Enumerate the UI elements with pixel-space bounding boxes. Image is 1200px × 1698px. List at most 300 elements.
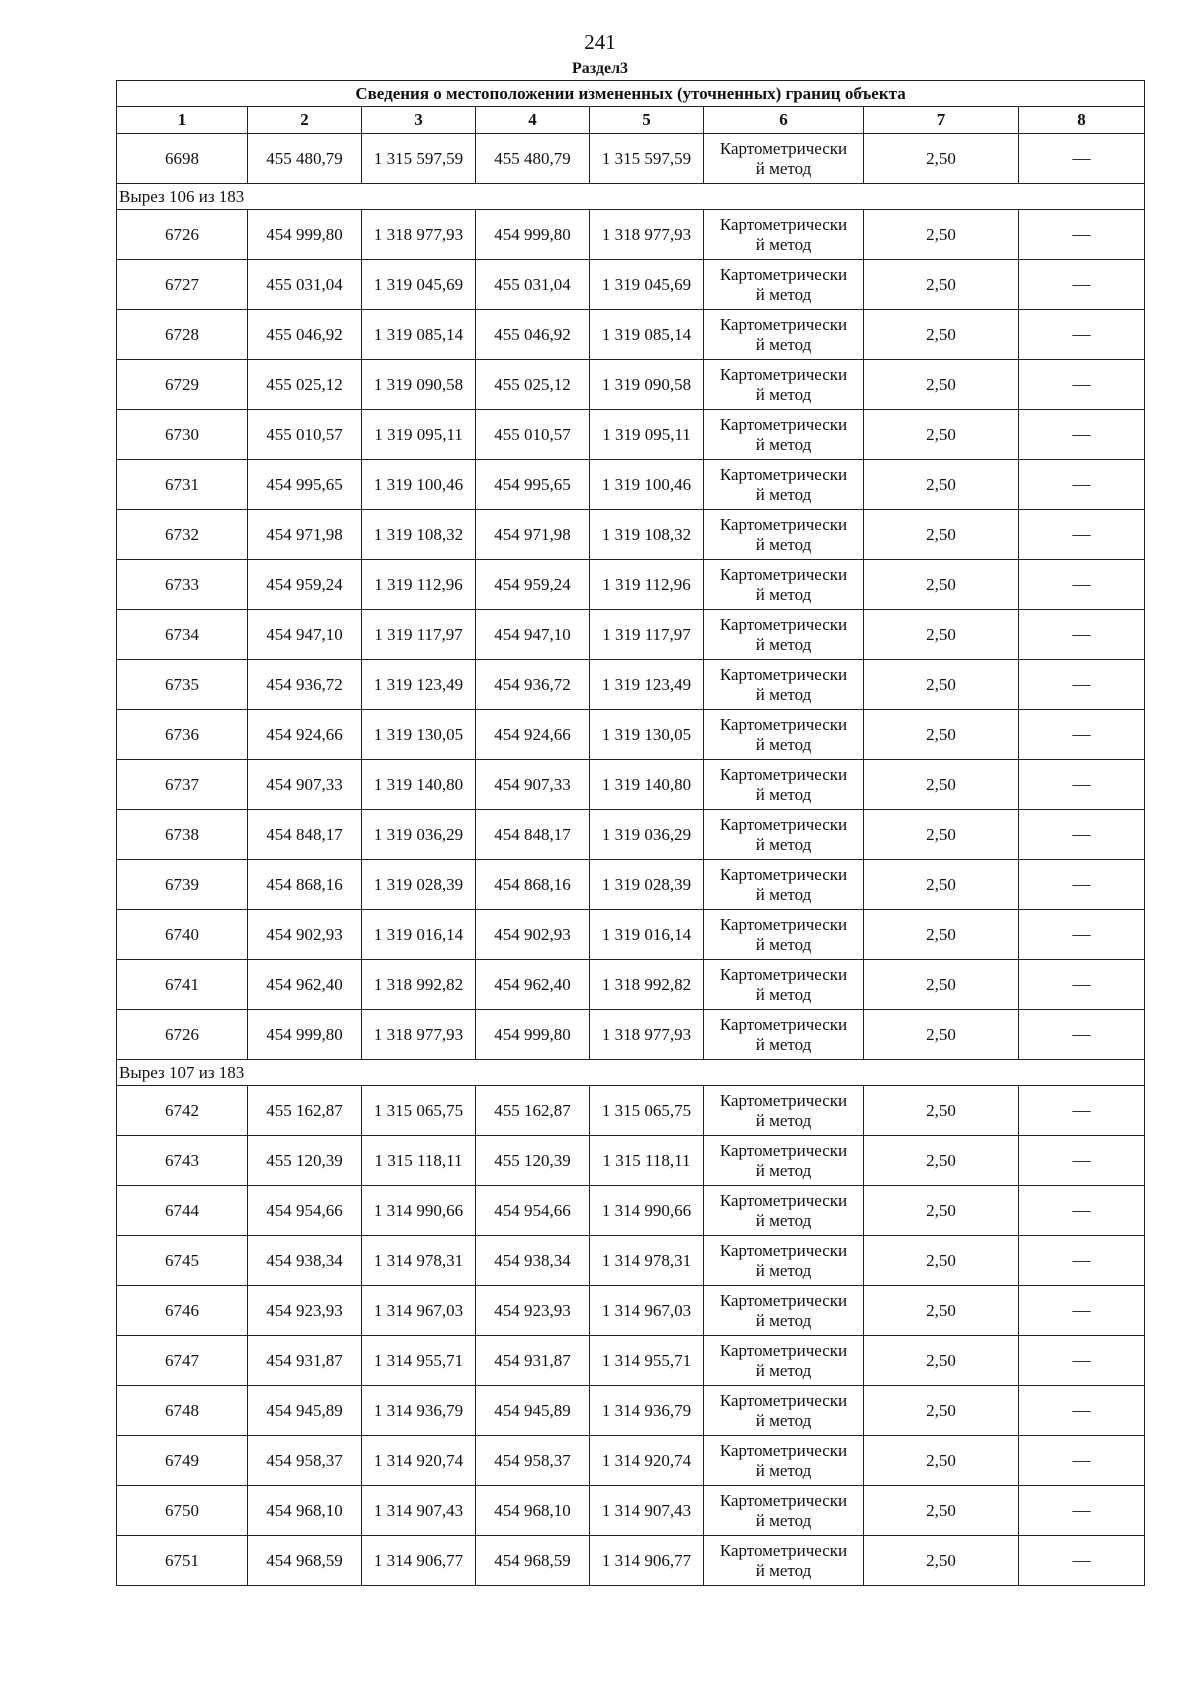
- column-header: 4: [476, 107, 590, 134]
- x-coordinate-cell: 454 923,93: [248, 1286, 362, 1336]
- method-line: й метод: [755, 834, 812, 854]
- precision-cell: 2,50: [864, 1286, 1019, 1336]
- table-row: [117, 910, 1145, 960]
- method-line: й метод: [755, 434, 812, 454]
- note-cell: —: [1019, 1436, 1145, 1486]
- x-coordinate-cell: 454 995,65: [476, 460, 590, 510]
- y-coordinate-cell: 1 315 065,75: [362, 1086, 476, 1136]
- method-line: й метод: [755, 1310, 812, 1330]
- table-row: [117, 510, 1145, 560]
- note-cell: —: [1019, 810, 1145, 860]
- table-caption: Сведения о местоположении измененных (уточненных) границ объекта: [117, 81, 1145, 107]
- precision-cell: 2,50: [864, 960, 1019, 1010]
- table-row: [117, 1186, 1145, 1236]
- y-coordinate-cell: 1 319 016,14: [362, 910, 476, 960]
- method-cell: [704, 1136, 864, 1186]
- method-cell: [704, 860, 864, 910]
- point-number-cell: 6727: [117, 260, 248, 310]
- method-line: й метод: [755, 1160, 812, 1180]
- method-cell: [704, 134, 864, 184]
- precision-cell: 2,50: [864, 610, 1019, 660]
- precision-cell: 2,50: [864, 210, 1019, 260]
- x-coordinate-cell: 455 120,39: [248, 1136, 362, 1186]
- method-cell: [704, 260, 864, 310]
- y-coordinate-cell: 1 315 597,59: [590, 134, 704, 184]
- x-coordinate-cell: 454 936,72: [248, 660, 362, 710]
- x-coordinate-cell: 454 924,66: [248, 710, 362, 760]
- method-line: Картометрически: [719, 614, 848, 634]
- x-coordinate-cell: 454 999,80: [248, 210, 362, 260]
- y-coordinate-cell: 1 319 085,14: [590, 310, 704, 360]
- point-number-cell: 6741: [117, 960, 248, 1010]
- y-coordinate-cell: 1 314 978,31: [362, 1236, 476, 1286]
- method-line: й метод: [755, 634, 812, 654]
- x-coordinate-cell: 454 968,59: [248, 1536, 362, 1586]
- precision-cell: 2,50: [864, 1136, 1019, 1186]
- x-coordinate-cell: 455 162,87: [248, 1086, 362, 1136]
- method-line: й метод: [755, 1460, 812, 1480]
- x-coordinate-cell: 454 958,37: [476, 1436, 590, 1486]
- x-coordinate-cell: 454 999,80: [248, 1010, 362, 1060]
- table-row: [117, 360, 1145, 410]
- y-coordinate-cell: 1 315 065,75: [590, 1086, 704, 1136]
- y-coordinate-cell: 1 314 906,77: [362, 1536, 476, 1586]
- y-coordinate-cell: 1 314 907,43: [362, 1486, 476, 1536]
- y-coordinate-cell: 1 319 100,46: [590, 460, 704, 510]
- precision-cell: 2,50: [864, 1486, 1019, 1536]
- x-coordinate-cell: 454 971,98: [248, 510, 362, 560]
- y-coordinate-cell: 1 319 140,80: [362, 760, 476, 810]
- method-line: й метод: [755, 284, 812, 304]
- table-row: [117, 810, 1145, 860]
- method-line: Картометрически: [719, 714, 848, 734]
- table-row: [117, 410, 1145, 460]
- precision-cell: 2,50: [864, 560, 1019, 610]
- x-coordinate-cell: 455 031,04: [476, 260, 590, 310]
- method-line: й метод: [755, 484, 812, 504]
- method-line: Картометрически: [719, 764, 848, 784]
- y-coordinate-cell: 1 319 095,11: [362, 410, 476, 460]
- boundary-coordinates-table: [116, 80, 1145, 1586]
- table-row: [117, 460, 1145, 510]
- y-coordinate-cell: 1 314 990,66: [590, 1186, 704, 1236]
- method-cell: [704, 710, 864, 760]
- method-line: Картометрически: [719, 864, 848, 884]
- method-cell: [704, 1186, 864, 1236]
- method-line: Картометрически: [719, 664, 848, 684]
- method-cell: [704, 810, 864, 860]
- method-line: Картометрически: [719, 1290, 848, 1310]
- method-line: Картометрически: [719, 564, 848, 584]
- y-coordinate-cell: 1 319 140,80: [590, 760, 704, 810]
- precision-cell: 2,50: [864, 1536, 1019, 1586]
- method-line: Картометрически: [719, 1140, 848, 1160]
- precision-cell: 2,50: [864, 910, 1019, 960]
- y-coordinate-cell: 1 318 977,93: [590, 1010, 704, 1060]
- y-coordinate-cell: 1 318 992,82: [362, 960, 476, 1010]
- y-coordinate-cell: 1 318 992,82: [590, 960, 704, 1010]
- method-line: Картометрически: [719, 1090, 848, 1110]
- method-line: й метод: [755, 1110, 812, 1130]
- x-coordinate-cell: 454 947,10: [248, 610, 362, 660]
- column-header: 2: [248, 107, 362, 134]
- method-line: й метод: [755, 534, 812, 554]
- cutout-section-row: [117, 184, 1145, 210]
- x-coordinate-cell: 455 025,12: [476, 360, 590, 410]
- method-line: Картометрически: [719, 1440, 848, 1460]
- method-cell: [704, 1236, 864, 1286]
- y-coordinate-cell: 1 314 978,31: [590, 1236, 704, 1286]
- method-cell: [704, 1536, 864, 1586]
- x-coordinate-cell: 454 999,80: [476, 210, 590, 260]
- point-number-cell: 6728: [117, 310, 248, 360]
- y-coordinate-cell: 1 314 907,43: [590, 1486, 704, 1536]
- y-coordinate-cell: 1 319 123,49: [590, 660, 704, 710]
- column-header: 5: [590, 107, 704, 134]
- table-row: [117, 310, 1145, 360]
- note-cell: —: [1019, 1086, 1145, 1136]
- note-cell: —: [1019, 760, 1145, 810]
- x-coordinate-cell: 455 480,79: [476, 134, 590, 184]
- precision-cell: 2,50: [864, 410, 1019, 460]
- method-line: й метод: [755, 1510, 812, 1530]
- y-coordinate-cell: 1 319 036,29: [362, 810, 476, 860]
- y-coordinate-cell: 1 314 955,71: [590, 1336, 704, 1386]
- method-line: Картометрически: [719, 264, 848, 284]
- note-cell: —: [1019, 310, 1145, 360]
- precision-cell: 2,50: [864, 660, 1019, 710]
- x-coordinate-cell: 454 958,37: [248, 1436, 362, 1486]
- method-cell: [704, 360, 864, 410]
- precision-cell: 2,50: [864, 310, 1019, 360]
- method-cell: [704, 510, 864, 560]
- method-cell: [704, 310, 864, 360]
- method-line: й метод: [755, 1034, 812, 1054]
- note-cell: —: [1019, 660, 1145, 710]
- x-coordinate-cell: 454 954,66: [248, 1186, 362, 1236]
- table-row: [117, 660, 1145, 710]
- y-coordinate-cell: 1 315 118,11: [362, 1136, 476, 1186]
- note-cell: —: [1019, 1236, 1145, 1286]
- precision-cell: 2,50: [864, 810, 1019, 860]
- table-body: [117, 134, 1145, 1586]
- table-row: [117, 1086, 1145, 1136]
- precision-cell: 2,50: [864, 1186, 1019, 1236]
- method-line: Картометрически: [719, 464, 848, 484]
- method-line: й метод: [755, 1410, 812, 1430]
- y-coordinate-cell: 1 319 112,96: [590, 560, 704, 610]
- y-coordinate-cell: 1 319 117,97: [362, 610, 476, 660]
- x-coordinate-cell: 454 959,24: [476, 560, 590, 610]
- table-row: [117, 610, 1145, 660]
- y-coordinate-cell: 1 314 920,74: [590, 1436, 704, 1486]
- method-cell: [704, 1386, 864, 1436]
- y-coordinate-cell: 1 314 990,66: [362, 1186, 476, 1236]
- y-coordinate-cell: 1 318 977,93: [362, 1010, 476, 1060]
- y-coordinate-cell: 1 318 977,93: [590, 210, 704, 260]
- method-line: Картометрически: [719, 214, 848, 234]
- method-line: й метод: [755, 1560, 812, 1580]
- point-number-cell: 6746: [117, 1286, 248, 1336]
- note-cell: —: [1019, 1336, 1145, 1386]
- y-coordinate-cell: 1 318 977,93: [362, 210, 476, 260]
- y-coordinate-cell: 1 314 936,79: [590, 1386, 704, 1436]
- precision-cell: 2,50: [864, 1010, 1019, 1060]
- table-row: [117, 860, 1145, 910]
- x-coordinate-cell: 454 947,10: [476, 610, 590, 660]
- x-coordinate-cell: 455 480,79: [248, 134, 362, 184]
- point-number-cell: 6747: [117, 1336, 248, 1386]
- x-coordinate-cell: 454 907,33: [248, 760, 362, 810]
- x-coordinate-cell: 454 848,17: [248, 810, 362, 860]
- method-cell: [704, 410, 864, 460]
- x-coordinate-cell: 454 931,87: [476, 1336, 590, 1386]
- table-row: [117, 1536, 1145, 1586]
- method-cell: [704, 460, 864, 510]
- y-coordinate-cell: 1 319 108,32: [362, 510, 476, 560]
- method-line: й метод: [755, 784, 812, 804]
- point-number-cell: 6698: [117, 134, 248, 184]
- method-line: Картометрически: [719, 1340, 848, 1360]
- y-coordinate-cell: 1 315 597,59: [362, 134, 476, 184]
- method-line: Картометрически: [719, 138, 848, 158]
- method-cell: [704, 610, 864, 660]
- y-coordinate-cell: 1 314 967,03: [362, 1286, 476, 1336]
- x-coordinate-cell: 455 120,39: [476, 1136, 590, 1186]
- point-number-cell: 6733: [117, 560, 248, 610]
- point-number-cell: 6750: [117, 1486, 248, 1536]
- method-cell: [704, 210, 864, 260]
- note-cell: —: [1019, 1286, 1145, 1336]
- point-number-cell: 6729: [117, 360, 248, 410]
- precision-cell: 2,50: [864, 134, 1019, 184]
- x-coordinate-cell: 454 962,40: [476, 960, 590, 1010]
- method-line: Картометрически: [719, 1240, 848, 1260]
- y-coordinate-cell: 1 319 085,14: [362, 310, 476, 360]
- y-coordinate-cell: 1 314 967,03: [590, 1286, 704, 1336]
- note-cell: —: [1019, 510, 1145, 560]
- header-row: [117, 107, 1145, 134]
- point-number-cell: 6749: [117, 1436, 248, 1486]
- table-row: [117, 210, 1145, 260]
- table-row: [117, 1436, 1145, 1486]
- x-coordinate-cell: 455 046,92: [248, 310, 362, 360]
- y-coordinate-cell: 1 319 045,69: [362, 260, 476, 310]
- table-row: [117, 134, 1145, 184]
- point-number-cell: 6736: [117, 710, 248, 760]
- note-cell: —: [1019, 360, 1145, 410]
- x-coordinate-cell: 454 968,10: [476, 1486, 590, 1536]
- note-cell: —: [1019, 710, 1145, 760]
- method-line: Картометрически: [719, 964, 848, 984]
- y-coordinate-cell: 1 315 118,11: [590, 1136, 704, 1186]
- page-number: 241: [584, 30, 616, 54]
- x-coordinate-cell: 454 971,98: [476, 510, 590, 560]
- precision-cell: 2,50: [864, 1386, 1019, 1436]
- point-number-cell: 6737: [117, 760, 248, 810]
- cutout-section-row: [117, 1060, 1145, 1086]
- column-header: 6: [704, 107, 864, 134]
- point-number-cell: 6744: [117, 1186, 248, 1236]
- precision-cell: 2,50: [864, 710, 1019, 760]
- method-line: й метод: [755, 234, 812, 254]
- method-cell: [704, 1486, 864, 1536]
- point-number-cell: 6739: [117, 860, 248, 910]
- x-coordinate-cell: 454 936,72: [476, 660, 590, 710]
- note-cell: —: [1019, 560, 1145, 610]
- x-coordinate-cell: 454 945,89: [248, 1386, 362, 1436]
- method-cell: [704, 1336, 864, 1386]
- y-coordinate-cell: 1 314 920,74: [362, 1436, 476, 1486]
- y-coordinate-cell: 1 319 117,97: [590, 610, 704, 660]
- table-row: [117, 1010, 1145, 1060]
- table-row: [117, 260, 1145, 310]
- point-number-cell: 6735: [117, 660, 248, 710]
- x-coordinate-cell: 454 962,40: [248, 960, 362, 1010]
- x-coordinate-cell: 454 931,87: [248, 1336, 362, 1386]
- point-number-cell: 6751: [117, 1536, 248, 1586]
- method-cell: [704, 960, 864, 1010]
- table-row: [117, 1336, 1145, 1386]
- y-coordinate-cell: 1 319 028,39: [590, 860, 704, 910]
- x-coordinate-cell: 454 995,65: [248, 460, 362, 510]
- method-cell: [704, 760, 864, 810]
- table-row: [117, 760, 1145, 810]
- x-coordinate-cell: 454 902,93: [476, 910, 590, 960]
- precision-cell: 2,50: [864, 1336, 1019, 1386]
- note-cell: —: [1019, 1386, 1145, 1436]
- table-row: [117, 1486, 1145, 1536]
- method-cell: [704, 1286, 864, 1336]
- method-line: й метод: [755, 334, 812, 354]
- y-coordinate-cell: 1 319 090,58: [362, 360, 476, 410]
- precision-cell: 2,50: [864, 760, 1019, 810]
- method-line: й метод: [755, 884, 812, 904]
- method-line: й метод: [755, 584, 812, 604]
- note-cell: —: [1019, 410, 1145, 460]
- x-coordinate-cell: 454 968,10: [248, 1486, 362, 1536]
- y-coordinate-cell: 1 319 028,39: [362, 860, 476, 910]
- y-coordinate-cell: 1 319 112,96: [362, 560, 476, 610]
- method-line: Картометрически: [719, 514, 848, 534]
- note-cell: —: [1019, 860, 1145, 910]
- method-cell: [704, 1086, 864, 1136]
- method-line: Картометрически: [719, 814, 848, 834]
- note-cell: —: [1019, 1486, 1145, 1536]
- method-cell: [704, 1010, 864, 1060]
- x-coordinate-cell: 454 902,93: [248, 910, 362, 960]
- method-line: Картометрически: [719, 1540, 848, 1560]
- precision-cell: 2,50: [864, 260, 1019, 310]
- point-number-cell: 6731: [117, 460, 248, 510]
- precision-cell: 2,50: [864, 510, 1019, 560]
- column-header: 1: [117, 107, 248, 134]
- note-cell: —: [1019, 1136, 1145, 1186]
- table-row: [117, 1136, 1145, 1186]
- point-number-cell: 6726: [117, 210, 248, 260]
- method-line: Картометрически: [719, 914, 848, 934]
- y-coordinate-cell: 1 319 130,05: [362, 710, 476, 760]
- x-coordinate-cell: 454 945,89: [476, 1386, 590, 1436]
- x-coordinate-cell: 454 999,80: [476, 1010, 590, 1060]
- method-line: й метод: [755, 158, 812, 178]
- section-title: Раздел3: [571, 60, 629, 77]
- x-coordinate-cell: 454 924,66: [476, 710, 590, 760]
- x-coordinate-cell: 454 848,17: [476, 810, 590, 860]
- note-cell: —: [1019, 1186, 1145, 1236]
- note-cell: —: [1019, 960, 1145, 1010]
- x-coordinate-cell: 454 868,16: [248, 860, 362, 910]
- note-cell: —: [1019, 210, 1145, 260]
- x-coordinate-cell: 455 031,04: [248, 260, 362, 310]
- x-coordinate-cell: 455 046,92: [476, 310, 590, 360]
- x-coordinate-cell: 454 954,66: [476, 1186, 590, 1236]
- y-coordinate-cell: 1 319 016,14: [590, 910, 704, 960]
- point-number-cell: 6740: [117, 910, 248, 960]
- y-coordinate-cell: 1 319 108,32: [590, 510, 704, 560]
- x-coordinate-cell: 454 868,16: [476, 860, 590, 910]
- table-row: [117, 1386, 1145, 1436]
- note-cell: —: [1019, 610, 1145, 660]
- column-header: 8: [1019, 107, 1145, 134]
- note-cell: —: [1019, 460, 1145, 510]
- x-coordinate-cell: 455 010,57: [476, 410, 590, 460]
- method-line: й метод: [755, 734, 812, 754]
- x-coordinate-cell: 454 907,33: [476, 760, 590, 810]
- method-cell: [704, 910, 864, 960]
- note-cell: —: [1019, 1010, 1145, 1060]
- method-cell: [704, 1436, 864, 1486]
- y-coordinate-cell: 1 314 955,71: [362, 1336, 476, 1386]
- y-coordinate-cell: 1 319 090,58: [590, 360, 704, 410]
- method-line: Картометрически: [719, 1390, 848, 1410]
- y-coordinate-cell: 1 319 045,69: [590, 260, 704, 310]
- column-header: 3: [362, 107, 476, 134]
- point-number-cell: 6742: [117, 1086, 248, 1136]
- table-row: [117, 1286, 1145, 1336]
- method-line: й метод: [755, 1360, 812, 1380]
- table-row: [117, 710, 1145, 760]
- note-cell: —: [1019, 134, 1145, 184]
- method-line: й метод: [755, 984, 812, 1004]
- x-coordinate-cell: 454 938,34: [476, 1236, 590, 1286]
- point-number-cell: 6734: [117, 610, 248, 660]
- method-line: Картометрически: [719, 1190, 848, 1210]
- method-line: Картометрически: [719, 1490, 848, 1510]
- x-coordinate-cell: 455 010,57: [248, 410, 362, 460]
- x-coordinate-cell: 454 923,93: [476, 1286, 590, 1336]
- method-line: й метод: [755, 1210, 812, 1230]
- precision-cell: 2,50: [864, 1436, 1019, 1486]
- x-coordinate-cell: 454 959,24: [248, 560, 362, 610]
- y-coordinate-cell: 1 319 130,05: [590, 710, 704, 760]
- note-cell: —: [1019, 1536, 1145, 1586]
- y-coordinate-cell: 1 319 123,49: [362, 660, 476, 710]
- point-number-cell: 6748: [117, 1386, 248, 1436]
- note-cell: —: [1019, 260, 1145, 310]
- y-coordinate-cell: 1 314 906,77: [590, 1536, 704, 1586]
- table-row: [117, 960, 1145, 1010]
- method-line: Картометрически: [719, 1014, 848, 1034]
- precision-cell: 2,50: [864, 360, 1019, 410]
- point-number-cell: 6726: [117, 1010, 248, 1060]
- y-coordinate-cell: 1 314 936,79: [362, 1386, 476, 1436]
- method-cell: [704, 660, 864, 710]
- method-line: й метод: [755, 934, 812, 954]
- precision-cell: 2,50: [864, 860, 1019, 910]
- cutout-label: Вырез 106 из 183: [117, 184, 1145, 210]
- x-coordinate-cell: 454 968,59: [476, 1536, 590, 1586]
